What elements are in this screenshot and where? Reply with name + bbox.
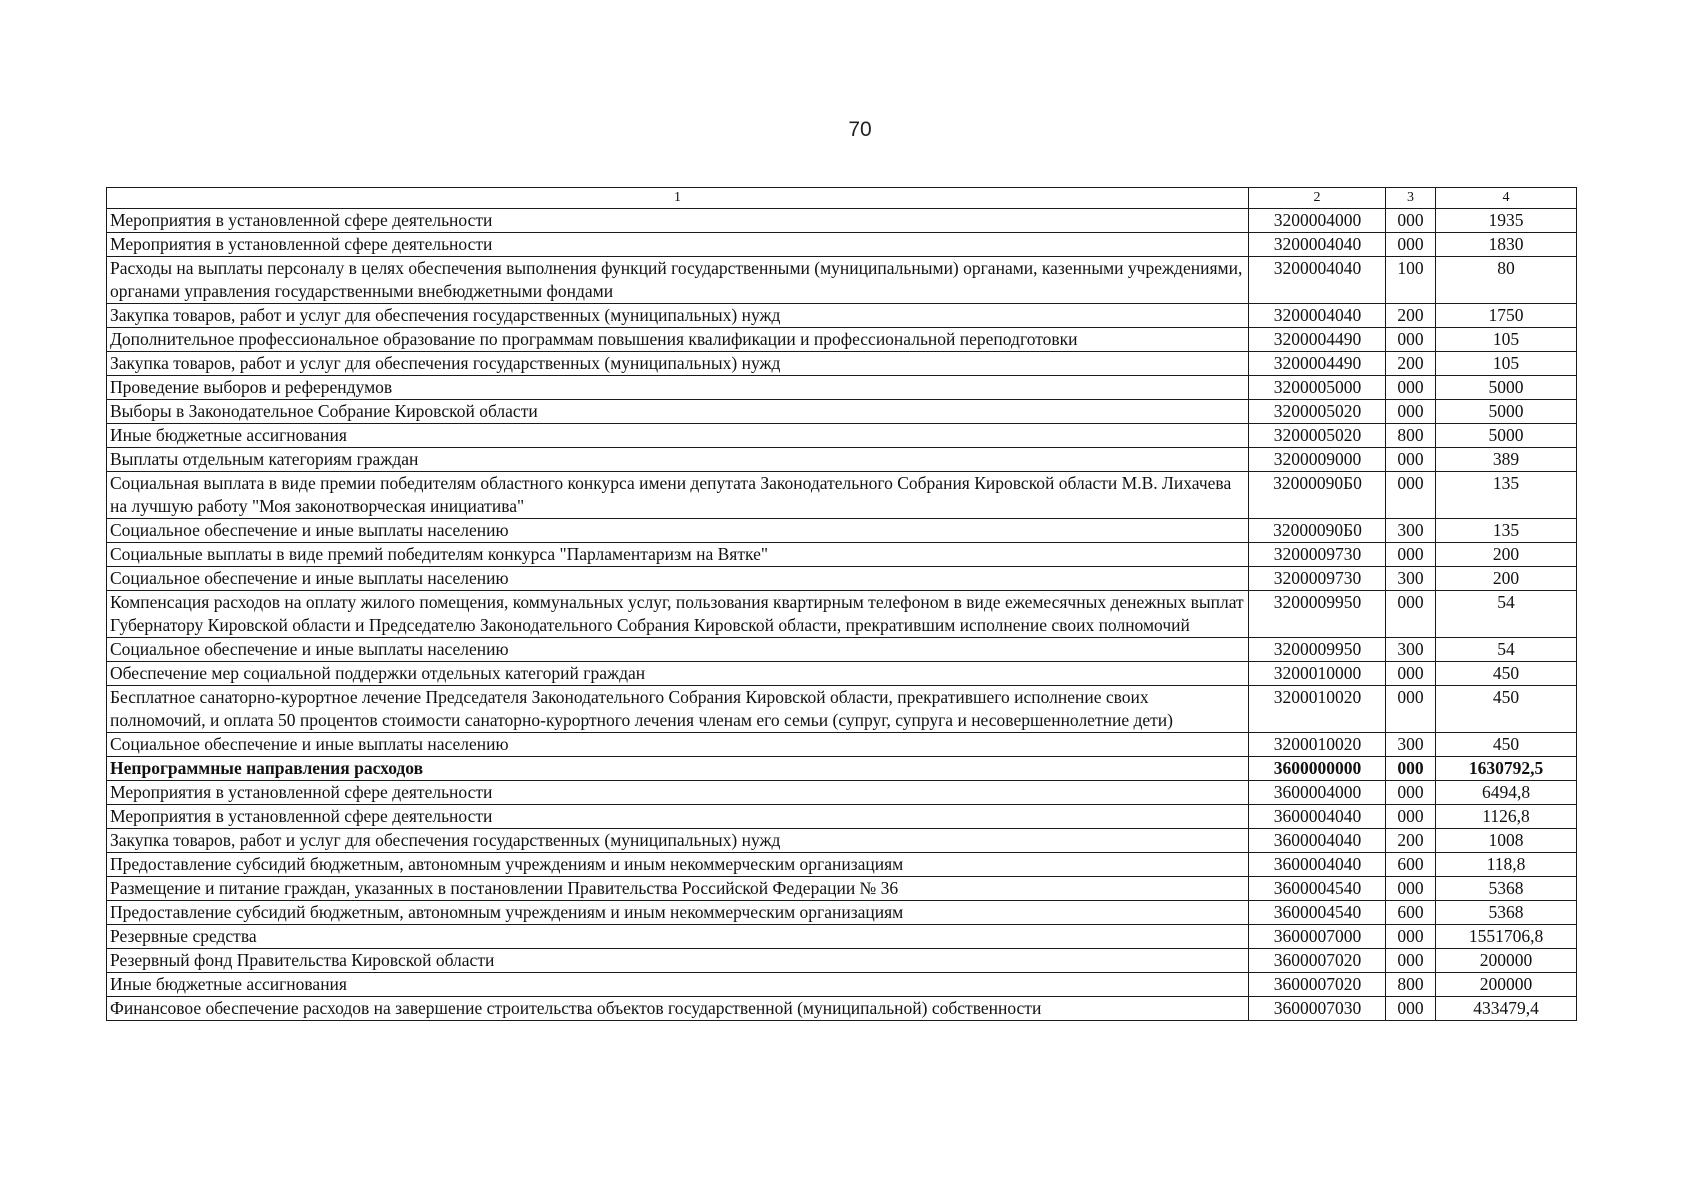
row-name-cell: Социальные выплаты в виде премий победителям конкурса "Парламентаризм на Вятке" bbox=[107, 543, 1249, 567]
table-row bbox=[107, 257, 1577, 304]
row-sum-cell: 105 bbox=[1436, 328, 1577, 352]
row-sum-cell: 200000 bbox=[1436, 973, 1577, 997]
row-code-cell: 3200009950 bbox=[1249, 591, 1386, 638]
row-sum-cell: 1008 bbox=[1436, 829, 1577, 853]
row-code-cell: 3600004540 bbox=[1249, 877, 1386, 901]
row-name-cell: Проведение выборов и референдумов bbox=[107, 376, 1249, 400]
table-row bbox=[107, 304, 1577, 328]
row-name-cell: Закупка товаров, работ и услуг для обеспечения государственных (муниципальных) нужд bbox=[107, 829, 1249, 853]
row-type-cell: 000 bbox=[1386, 400, 1436, 424]
row-name-cell: Мероприятия в установленной сфере деятельности bbox=[107, 209, 1249, 233]
row-code-cell: 3600007000 bbox=[1249, 925, 1386, 949]
row-type-cell: 000 bbox=[1386, 757, 1436, 781]
row-code-cell: 3200004040 bbox=[1249, 304, 1386, 328]
row-sum-cell: 1551706,8 bbox=[1436, 925, 1577, 949]
row-sum-cell: 80 bbox=[1436, 257, 1577, 304]
row-name-cell: Мероприятия в установленной сфере деятельности bbox=[107, 233, 1249, 257]
row-type-cell: 000 bbox=[1386, 805, 1436, 829]
table-row bbox=[107, 997, 1577, 1021]
row-type-cell: 000 bbox=[1386, 543, 1436, 567]
row-name-cell: Мероприятия в установленной сфере деятельности bbox=[107, 781, 1249, 805]
row-code-cell: 32000090Б0 bbox=[1249, 519, 1386, 543]
row-code-cell: 3200010000 bbox=[1249, 662, 1386, 686]
table-row bbox=[107, 949, 1577, 973]
row-code-cell: 3600007030 bbox=[1249, 997, 1386, 1021]
table-row bbox=[107, 733, 1577, 757]
row-name-cell: Выплаты отдельным категориям граждан bbox=[107, 448, 1249, 472]
table-row bbox=[107, 567, 1577, 591]
table-row bbox=[107, 472, 1577, 519]
row-sum-cell: 6494,8 bbox=[1436, 781, 1577, 805]
row-type-cell: 200 bbox=[1386, 829, 1436, 853]
row-sum-cell: 1935 bbox=[1436, 209, 1577, 233]
row-type-cell: 600 bbox=[1386, 901, 1436, 925]
row-sum-cell: 135 bbox=[1436, 472, 1577, 519]
row-name-cell: Социальное обеспечение и иные выплаты населению bbox=[107, 567, 1249, 591]
table-row bbox=[107, 376, 1577, 400]
row-sum-cell: 5000 bbox=[1436, 376, 1577, 400]
table-row bbox=[107, 400, 1577, 424]
row-type-cell: 600 bbox=[1386, 853, 1436, 877]
row-code-cell: 3200009950 bbox=[1249, 638, 1386, 662]
row-type-cell: 000 bbox=[1386, 209, 1436, 233]
row-code-cell: 3200009000 bbox=[1249, 448, 1386, 472]
row-sum-cell: 200000 bbox=[1436, 949, 1577, 973]
row-code-cell: 3200004040 bbox=[1249, 257, 1386, 304]
row-type-cell: 000 bbox=[1386, 376, 1436, 400]
row-code-cell: 32000090Б0 bbox=[1249, 472, 1386, 519]
row-name-cell: Резервные средства bbox=[107, 925, 1249, 949]
table-row bbox=[107, 543, 1577, 567]
row-code-cell: 3600007020 bbox=[1249, 949, 1386, 973]
row-code-cell: 3600007020 bbox=[1249, 973, 1386, 997]
row-name-cell: Предоставление субсидий бюджетным, автономным учреждениям и иным некоммерческим организациям bbox=[107, 853, 1249, 877]
row-code-cell: 3600004540 bbox=[1249, 901, 1386, 925]
row-code-cell: 3600004040 bbox=[1249, 805, 1386, 829]
table-row bbox=[107, 829, 1577, 853]
row-name-cell: Закупка товаров, работ и услуг для обеспечения государственных (муниципальных) нужд bbox=[107, 352, 1249, 376]
row-type-cell: 100 bbox=[1386, 257, 1436, 304]
row-type-cell: 000 bbox=[1386, 781, 1436, 805]
row-name-cell: Мероприятия в установленной сфере деятельности bbox=[107, 805, 1249, 829]
table-row bbox=[107, 757, 1577, 781]
row-name-cell: Социальное обеспечение и иные выплаты населению bbox=[107, 733, 1249, 757]
page-number: 70 bbox=[848, 118, 872, 141]
row-code-cell: 3200004040 bbox=[1249, 233, 1386, 257]
row-sum-cell: 1830 bbox=[1436, 233, 1577, 257]
row-sum-cell: 200 bbox=[1436, 543, 1577, 567]
row-name-cell: Закупка товаров, работ и услуг для обеспечения государственных (муниципальных) нужд bbox=[107, 304, 1249, 328]
row-sum-cell: 450 bbox=[1436, 686, 1577, 733]
row-type-cell: 200 bbox=[1386, 352, 1436, 376]
table-row bbox=[107, 352, 1577, 376]
column-header-1: 1 bbox=[107, 188, 1249, 209]
row-type-cell: 000 bbox=[1386, 997, 1436, 1021]
row-type-cell: 300 bbox=[1386, 567, 1436, 591]
row-code-cell: 3600004000 bbox=[1249, 781, 1386, 805]
row-code-cell: 3600000000 bbox=[1249, 757, 1386, 781]
table-row bbox=[107, 519, 1577, 543]
row-sum-cell: 450 bbox=[1436, 662, 1577, 686]
row-type-cell: 000 bbox=[1386, 328, 1436, 352]
row-sum-cell: 118,8 bbox=[1436, 853, 1577, 877]
budget-table bbox=[106, 187, 1577, 1021]
row-sum-cell: 105 bbox=[1436, 352, 1577, 376]
row-type-cell: 800 bbox=[1386, 973, 1436, 997]
table-row bbox=[107, 209, 1577, 233]
row-sum-cell: 54 bbox=[1436, 591, 1577, 638]
row-type-cell: 000 bbox=[1386, 591, 1436, 638]
row-type-cell: 000 bbox=[1386, 472, 1436, 519]
row-name-cell: Выборы в Законодательное Собрание Кировской области bbox=[107, 400, 1249, 424]
table-row bbox=[107, 448, 1577, 472]
table-row bbox=[107, 853, 1577, 877]
row-sum-cell: 5368 bbox=[1436, 901, 1577, 925]
row-name-cell: Социальное обеспечение и иные выплаты населению bbox=[107, 519, 1249, 543]
row-code-cell: 3600004040 bbox=[1249, 853, 1386, 877]
row-sum-cell: 1750 bbox=[1436, 304, 1577, 328]
header-row bbox=[107, 188, 1577, 209]
row-sum-cell: 5000 bbox=[1436, 400, 1577, 424]
row-sum-cell: 1630792,5 bbox=[1436, 757, 1577, 781]
table-row bbox=[107, 328, 1577, 352]
row-name-cell: Дополнительное профессиональное образование по программам повышения квалификации и профессиональной переподготовки bbox=[107, 328, 1249, 352]
table-row bbox=[107, 877, 1577, 901]
table-body bbox=[107, 209, 1577, 1021]
table-row bbox=[107, 662, 1577, 686]
row-type-cell: 000 bbox=[1386, 686, 1436, 733]
row-type-cell: 300 bbox=[1386, 519, 1436, 543]
row-type-cell: 000 bbox=[1386, 949, 1436, 973]
row-name-cell: Обеспечение мер социальной поддержки отдельных категорий граждан bbox=[107, 662, 1249, 686]
row-name-cell: Иные бюджетные ассигнования bbox=[107, 424, 1249, 448]
row-type-cell: 300 bbox=[1386, 638, 1436, 662]
row-sum-cell: 450 bbox=[1436, 733, 1577, 757]
row-code-cell: 3200005000 bbox=[1249, 376, 1386, 400]
table-row bbox=[107, 973, 1577, 997]
row-name-cell: Компенсация расходов на оплату жилого помещения, коммунальных услуг, пользования квартирным телефоном в виде ежемесячных денежных выплат Губернатору Кировской области и Председателю Законодательного Собрания Кировской области, прекратившим исполнение своих полномочий bbox=[107, 591, 1249, 638]
row-type-cell: 000 bbox=[1386, 233, 1436, 257]
column-header-4: 4 bbox=[1436, 188, 1577, 209]
row-name-cell: Социальная выплата в виде премии победителям областного конкурса имени депутата Законодательного Собрания Кировской области М.В. Лихачева на лучшую работу "Моя законотворческая инициатива" bbox=[107, 472, 1249, 519]
row-type-cell: 000 bbox=[1386, 448, 1436, 472]
row-code-cell: 3200004000 bbox=[1249, 209, 1386, 233]
table-row bbox=[107, 424, 1577, 448]
table-row bbox=[107, 901, 1577, 925]
row-sum-cell: 54 bbox=[1436, 638, 1577, 662]
table-row bbox=[107, 925, 1577, 949]
table-header bbox=[107, 188, 1577, 209]
row-name-cell: Размещение и питание граждан, указанных в постановлении Правительства Российской Федерации № 36 bbox=[107, 877, 1249, 901]
row-code-cell: 3200005020 bbox=[1249, 424, 1386, 448]
row-type-cell: 300 bbox=[1386, 733, 1436, 757]
row-name-cell: Предоставление субсидий бюджетным, автономным учреждениям и иным некоммерческим организациям bbox=[107, 901, 1249, 925]
table-row bbox=[107, 781, 1577, 805]
row-code-cell: 3200004490 bbox=[1249, 352, 1386, 376]
row-type-cell: 000 bbox=[1386, 662, 1436, 686]
row-sum-cell: 200 bbox=[1436, 567, 1577, 591]
row-type-cell: 000 bbox=[1386, 925, 1436, 949]
row-sum-cell: 135 bbox=[1436, 519, 1577, 543]
table-row bbox=[107, 638, 1577, 662]
row-code-cell: 3200004490 bbox=[1249, 328, 1386, 352]
row-code-cell: 3200010020 bbox=[1249, 686, 1386, 733]
row-code-cell: 3200009730 bbox=[1249, 567, 1386, 591]
row-name-cell: Бесплатное санаторно-курортное лечение Председателя Законодательного Собрания Кировской области, прекратившего исполнение своих полномочий, и оплата 50 процентов стоимости санаторно-курортного лечения членам его семьи (супруг, супруга и несовершеннолетние дети) bbox=[107, 686, 1249, 733]
row-name-cell: Иные бюджетные ассигнования bbox=[107, 973, 1249, 997]
row-sum-cell: 5000 bbox=[1436, 424, 1577, 448]
row-sum-cell: 1126,8 bbox=[1436, 805, 1577, 829]
row-code-cell: 3200009730 bbox=[1249, 543, 1386, 567]
row-type-cell: 200 bbox=[1386, 304, 1436, 328]
table-row bbox=[107, 591, 1577, 638]
table-row bbox=[107, 233, 1577, 257]
row-sum-cell: 5368 bbox=[1436, 877, 1577, 901]
row-type-cell: 800 bbox=[1386, 424, 1436, 448]
row-sum-cell: 433479,4 bbox=[1436, 997, 1577, 1021]
row-code-cell: 3600004040 bbox=[1249, 829, 1386, 853]
row-name-cell: Непрограммные направления расходов bbox=[107, 757, 1249, 781]
column-header-3: 3 bbox=[1386, 188, 1436, 209]
row-sum-cell: 389 bbox=[1436, 448, 1577, 472]
row-code-cell: 3200005020 bbox=[1249, 400, 1386, 424]
row-code-cell: 3200010020 bbox=[1249, 733, 1386, 757]
row-type-cell: 000 bbox=[1386, 877, 1436, 901]
row-name-cell: Расходы на выплаты персоналу в целях обеспечения выполнения функций государственными (муниципальными) органами, казенными учреждениями, органами управления государственными внебюджетными фондами bbox=[107, 257, 1249, 304]
table-row bbox=[107, 805, 1577, 829]
table-row bbox=[107, 686, 1577, 733]
row-name-cell: Финансовое обеспечение расходов на завершение строительства объектов государственной (муниципальной) собственности bbox=[107, 997, 1249, 1021]
column-header-2: 2 bbox=[1249, 188, 1386, 209]
row-name-cell: Социальное обеспечение и иные выплаты населению bbox=[107, 638, 1249, 662]
row-name-cell: Резервный фонд Правительства Кировской области bbox=[107, 949, 1249, 973]
